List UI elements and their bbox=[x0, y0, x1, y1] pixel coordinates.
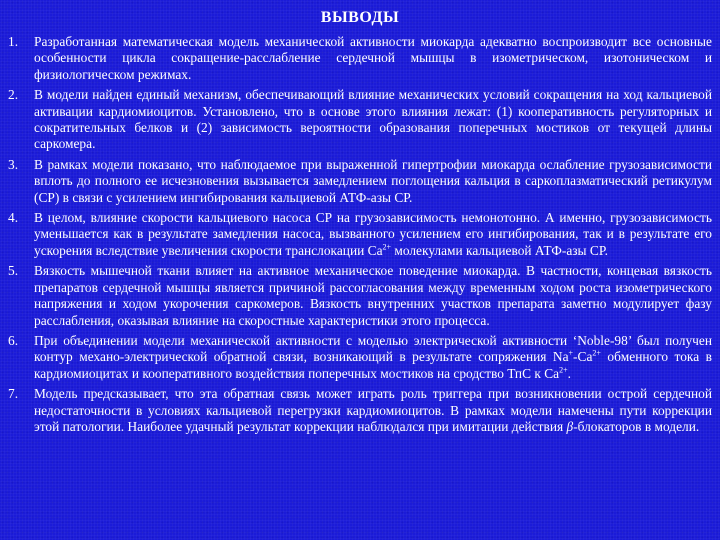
item-text: В рамках модели показано, что наблюдаемое при выраженной гипертрофии миокарда ослабление грузозависимости вплоть до полного ее исчезновения вызывается замедлением поглощения кальция в саркоплазматический ретикулум (СР) в связи с усилением ингибирования кальциевой АТФ-азы СР. bbox=[34, 156, 712, 205]
item-text: Модель предсказывает, что эта обратная связь может играть роль триггера при возникновении острой сердечной недостаточности в условиях кальциевой перегрузки кардиомиоцитов. В рамках модели намечены пути коррекции этой патологии. Наиболее удачный результат коррекции наблюдался при имитации действия β-блокаторов в модели. bbox=[34, 386, 712, 434]
item-number: 3. bbox=[8, 156, 19, 172]
item-number: 6. bbox=[8, 332, 19, 348]
item-text: В модели найден единый механизм, обеспечивающий влияние механических условий сокращения на ход кальциевой активации кардиомиоцитов. Установлено, что в основе этого влияния лежат: (1) кооперативность регуляторных и сократительных белков и (2) зависимость вероятности образования поперечных мостиков от текущей длины саркомера. bbox=[34, 87, 712, 152]
list-item bbox=[8, 333, 712, 382]
conclusions-list bbox=[8, 34, 712, 435]
list-item bbox=[8, 263, 712, 329]
item-text: Вязкость мышечной ткани влияет на активное механическое поведение миокарда. В частности, концевая вязкость препаратов сердечной мышцы является причиной рассогласования между временным ходом роста изометрического напряжения и ходом укорочения саркомеров. Вязкость внутренних участков препарата заметно модулирует фазу расслабления, оказывая влияние на скоростные характеристики этого процесса. bbox=[34, 263, 712, 328]
list-item bbox=[8, 87, 712, 153]
list-item bbox=[8, 34, 712, 83]
item-text: В целом, влияние скорости кальциевого насоса СР на грузозависимость немонотонно. А именно, грузозависимость уменьшается как в результате замедления насоса, вызванного усилением его ингибирования, так и в результате его ускорения вследствие увеличения скорости транслокации $Ca^{2+}$ молекулами кальциевой АТФ-азы СР. bbox=[34, 210, 712, 258]
item-number: 4. bbox=[8, 210, 19, 226]
list-item bbox=[8, 210, 712, 259]
list-item bbox=[8, 386, 712, 435]
item-number: 5. bbox=[8, 263, 19, 279]
item-number: 7. bbox=[8, 386, 19, 402]
item-number: 1. bbox=[8, 34, 19, 49]
item-text: Разработанная математическая модель механической активности миокарда адекватно воспроизводит все основные особенности цикла сокращение-расслабление сердечной мышцы в изометрическом, изотоническом и физиологическом режимах. bbox=[34, 34, 712, 82]
item-number: 2. bbox=[8, 87, 19, 103]
item-text: При объединении модели механической активности с моделью электрической активности ‘Noble-98’ был получен контур механо-электрической обратной связи, возникающий в результате сопряжения $Na^+-Ca^{2+}$ обменного тока в кардиомиоцитах и кооперативного воздействия поперечных мостиков на сродство ТпС к $Ca^{2+}$. bbox=[34, 332, 712, 381]
list-item bbox=[8, 157, 712, 206]
slide-title: ВЫВОДЫ bbox=[320, 9, 400, 26]
